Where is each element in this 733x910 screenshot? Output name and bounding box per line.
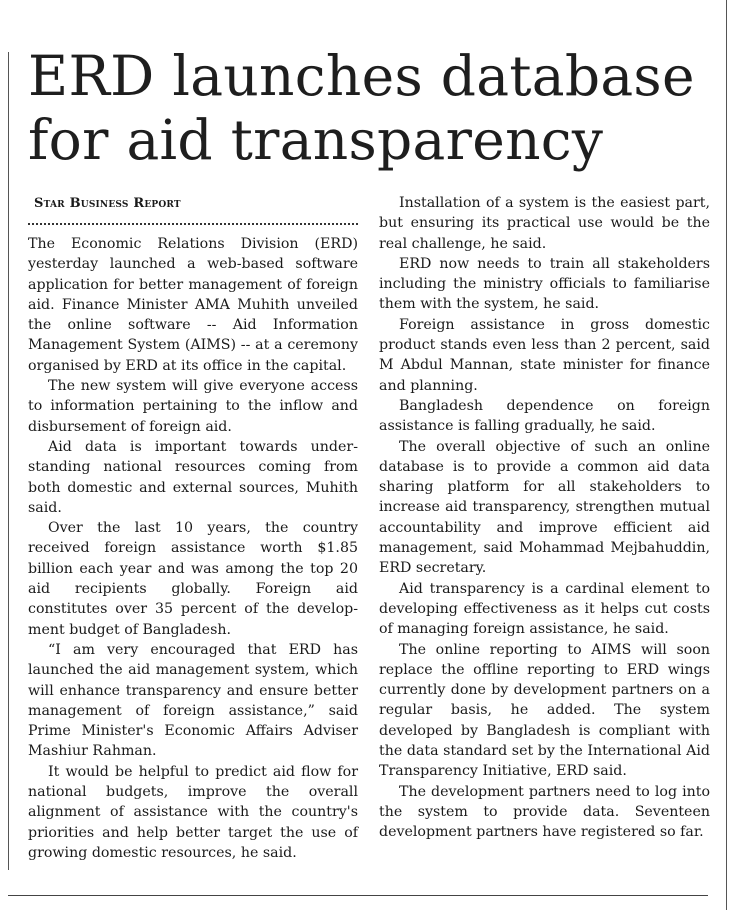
paragraph: The overall objective of such an online database is to provide a common aid data sharing platform for all stakeholders to increase aid transparency, strengthen mutual accountability and improve efficient aid management, said Mohammad Mejbahuddin, ERD secretary. — [379, 438, 710, 577]
left-column-rule — [8, 52, 9, 870]
paragraph: The online reporting to AIMS will soon replace the offline reporting to ERD wings currently done by development partners on a regular basis, he added. The system developed by Bangladesh is compliant with the data standard set by the International Aid Transparency Initiative, ERD said. — [379, 641, 710, 780]
bottom-rule — [8, 895, 708, 896]
paragraph: Aid data is important towards understanding national resources coming from both domestic and external sources, Muhith said. — [28, 438, 358, 516]
paragraph: Bangladesh dependence on foreign assistance is falling gradually, he said. — [379, 397, 710, 435]
paragraph: It would be helpful to predict aid flow for national budgets, improve the overall alignment of assistance with the country's priorities and help better target the use of growing domestic resources, he said. — [28, 763, 358, 861]
right-edge-rule — [726, 0, 727, 910]
paragraph: Installation of a system is the easiest part, but ensuring its practical use would be the real challenge, he said. — [379, 195, 710, 252]
paragraph: The Economic Relations Division (ERD) yesterday launched a web-based software application for better management of foreign aid. Finance Minister AMA Muhith unveiled the online software -- Aid Information Management System (AIMS) -- at a ceremony organised by ERD at its office in the capital. — [28, 236, 358, 374]
paragraph: Over the last 10 years, the country received foreign assistance worth $1.85 billion each year and was among the top 20 aid recipients globally. Foreign aid constitutes over 35 percent of the development budget of Bangladesh. — [28, 520, 358, 638]
paragraph: “I am very encouraged that ERD has launched the aid management system, which will enhance transparency and ensure better management of foreign assistance,” said Prime Minister's Economic Affairs Adviser Mashiur Rahman. — [28, 641, 358, 760]
paragraph: The development partners need to log into the system to provide data. Seventeen development partners have registered so far. — [379, 783, 710, 841]
dotted-divider — [28, 223, 358, 225]
paragraph: Foreign assistance in gross domestic product stands even less than 2 percent, said M Abdul Mannan, state minister for finance and planning. — [379, 316, 710, 394]
paragraph: The new system will give everyone access to information pertaining to the inflow and disbursement of foreign aid. — [28, 378, 358, 435]
article-headline: ERD launches database for aid transparency — [28, 44, 695, 172]
paragraph: ERD now needs to train all stakeholders including the ministry officials to familiarise them with the system, he said. — [379, 255, 710, 313]
paragraph: Aid transparency is a cardinal element to developing effectiveness as it helps cut costs of managing foreign assistance, he said. — [379, 580, 710, 638]
article-column-left — [28, 193, 358, 863]
article-column-right — [379, 193, 710, 843]
byline: Star Business Report — [34, 196, 181, 211]
